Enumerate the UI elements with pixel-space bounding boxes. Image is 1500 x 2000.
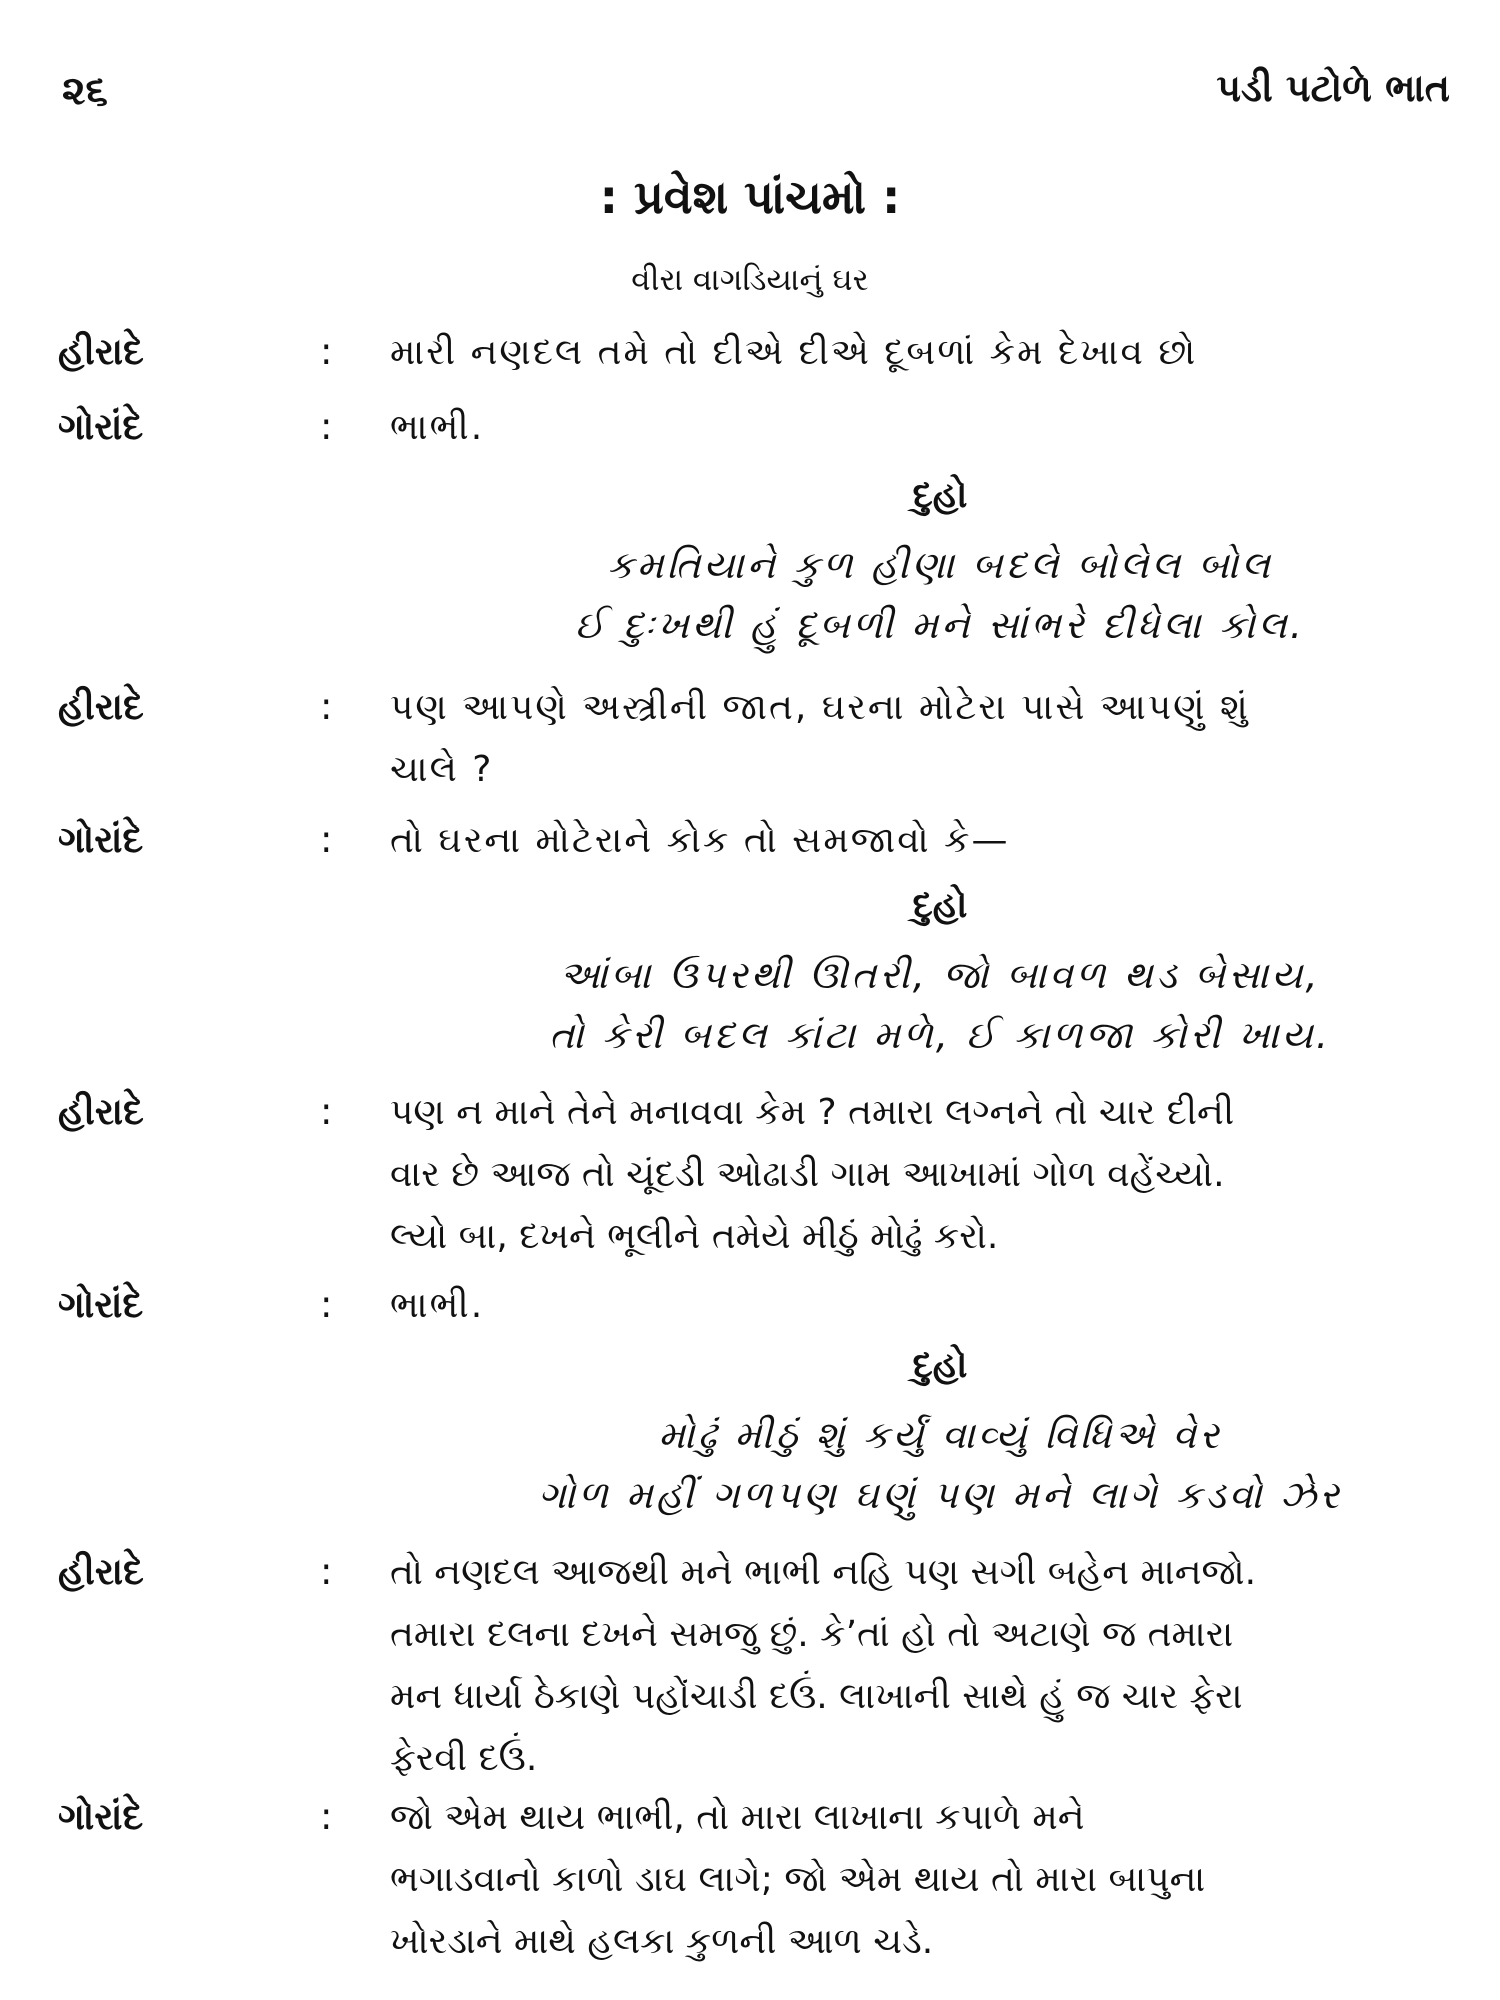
speech-text xyxy=(390,322,1450,384)
doha-title: દુહો xyxy=(912,1345,968,1386)
speech-line: પણ ન માને તેને મનાવવા કેમ ? તમારા લગ્નને તો ચાર દીની xyxy=(390,1092,1235,1133)
speaker-colon: : xyxy=(320,405,333,448)
speech-line: જો એમ થાય ભાભી, તો મારા લાખાના કપાળે મને xyxy=(390,1797,1085,1838)
verse-line: આંબા ઉપરથી ઊતરી, જો બાવળ થડ બેસાય, xyxy=(559,953,1321,997)
speech-text xyxy=(390,1082,1450,1268)
speech-line: ભગાડવાનો કાળો ડાઘ લાગે; જો એમ થાય તો મારા બાપુના xyxy=(390,1859,1206,1900)
speech-line: ખોરડાને માથે હલકા કુળની આળ ચડે. xyxy=(390,1921,934,1962)
verse-line: કમતિયાને કુળ હીણા બદલે બોલેલ બોલ xyxy=(606,543,1274,587)
speaker-colon: : xyxy=(320,1283,333,1326)
scene-heading: : પ્રવેશ પાંચમો : xyxy=(599,170,901,224)
speech-line: વાર છે આજ તો ચૂંદડી ઓઢાડી ગામ આખામાં ગોળ વહેંચ્યો. xyxy=(390,1154,1225,1195)
verse-line: ગોળ મહીં ગળપણ ઘણું પણ મને લાગે કડવો ઝેર xyxy=(538,1473,1342,1517)
speaker-colon: : xyxy=(320,685,333,728)
doha-verse xyxy=(0,535,1500,655)
speech-text xyxy=(390,677,1450,801)
speaker-colon: : xyxy=(320,1090,333,1133)
speaker-colon: : xyxy=(320,330,333,373)
speech-line: મન ધાર્યા ઠેકાણે પહોંચાડી દઉં. લાખાની સાથે હું જ ચાર ફેરા xyxy=(390,1676,1243,1717)
speech-line: મારી નણદલ તમે તો દીએ દીએ દૂબળાં કેમ દેખાવ છો xyxy=(390,332,1198,373)
speech-line: તો ઘરના મોટેરાને કોક તો સમજાવો કે— xyxy=(390,820,1010,861)
speech-text xyxy=(390,1787,1450,1973)
doha-title: દુહો xyxy=(912,475,968,516)
speech-text xyxy=(390,397,1450,459)
speech-line: ભાભી. xyxy=(390,1285,485,1326)
speaker-name: ગોરાંદે xyxy=(58,1283,144,1326)
speech-line: ફેરવી દઉં. xyxy=(390,1738,538,1779)
speech-text xyxy=(390,1275,1450,1337)
speaker-name: ગોરાંદે xyxy=(58,1795,144,1838)
speaker-name: હીરાદે xyxy=(58,1090,144,1133)
doha-verse xyxy=(0,1405,1500,1525)
speaker-name: હીરાદે xyxy=(58,685,144,728)
doha-verse xyxy=(0,945,1500,1065)
scene-setting: વીરા વાગડિયાનું ઘર xyxy=(631,262,869,298)
speech-line: પણ આપણે અસ્ત્રીની જાત, ઘરના મોટેરા પાસે આપણું શું xyxy=(390,687,1250,728)
speech-line: ચાલે ? xyxy=(390,749,494,790)
speech-line: ભાભી. xyxy=(390,407,485,448)
speaker-name: ગોરાંદે xyxy=(58,405,144,448)
speech-text xyxy=(390,1542,1450,1790)
running-head: પડી પટોળે ભાત xyxy=(1216,66,1450,110)
doha-title: દુહો xyxy=(912,885,968,926)
verse-line: મોઢું મીઠું શું કર્યું વાવ્યું વિધિએ વેર xyxy=(658,1413,1222,1457)
speech-line: લ્યો બા, દખને ભૂલીને તમેયે મીઠું મોઢું કરો. xyxy=(390,1216,999,1257)
speech-line: તમારા દલના દખને સમજુ છું. કે’તાં હો તો અટાણે જ તમારા xyxy=(390,1614,1234,1655)
speech-line: તો નણદલ આજથી મને ભાભી નહિ પણ સગી બહેન માનજો. xyxy=(390,1552,1257,1593)
speaker-name: ગોરાંદે xyxy=(58,818,144,861)
speaker-colon: : xyxy=(320,1550,333,1593)
verse-line: ઈ દુઃખથી હું દૂબળી મને સાંભરે દીધેલા કોલ. xyxy=(575,603,1305,647)
page-number: ૨૬ xyxy=(62,68,108,114)
speaker-colon: : xyxy=(320,1795,333,1838)
speaker-colon: : xyxy=(320,818,333,861)
speaker-name: હીરાદે xyxy=(58,330,144,373)
speech-text xyxy=(390,810,1450,872)
verse-line: તો કેરી બદલ કાંટા મળે, ઈ કાળજા કોરી ખાય. xyxy=(549,1013,1331,1057)
speaker-name: હીરાદે xyxy=(58,1550,144,1593)
